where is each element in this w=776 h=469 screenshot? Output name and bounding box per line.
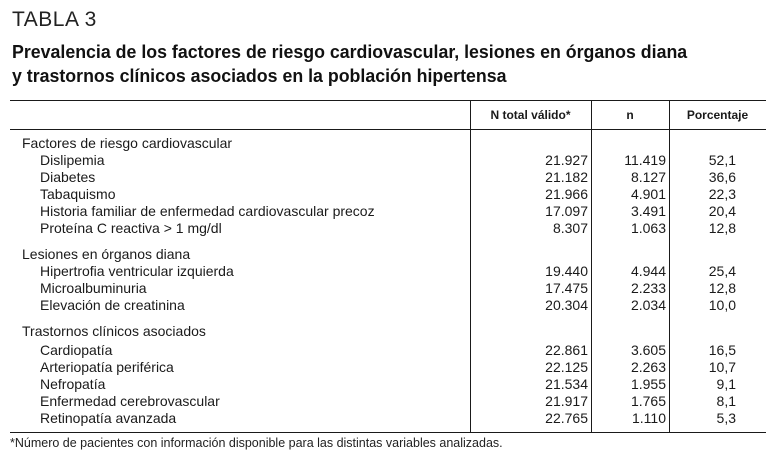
table-row [10, 410, 766, 427]
row-label: Proteína C reactiva > 1 mg/dl [40, 220, 222, 236]
row-label: Diabetes [40, 169, 96, 185]
table-row [10, 169, 766, 186]
cell-total: 22.125 [545, 359, 588, 375]
table-row [10, 152, 766, 169]
group-title-text: Factores de riesgo cardiovascular [22, 135, 233, 151]
row-label: Elevación de creatinina [40, 297, 185, 313]
cell-total: 19.440 [545, 263, 588, 279]
row-label: Historia familiar de enfermedad cardiovascular precoz [40, 203, 375, 219]
cell-n: 1.765 [630, 393, 666, 409]
cell-n: 1.110 [632, 410, 666, 426]
table-row [10, 263, 766, 280]
table-row [10, 220, 766, 237]
cell-percentage: 12,8 [708, 280, 736, 296]
cell-percentage: 25,4 [708, 263, 736, 279]
title-line-1: Prevalencia de los factores de riesgo cardiovascular, lesiones en órganos diana [12, 41, 688, 62]
header-rule [10, 129, 766, 130]
table-label: TABLA 3 [12, 8, 97, 31]
table-row [10, 280, 766, 297]
group-title-text: Trastornos clínicos asociados [22, 323, 206, 339]
row-label: Enfermedad cerebrovascular [40, 393, 220, 409]
cell-total: 17.475 [545, 280, 588, 296]
cell-n: 3.605 [630, 342, 666, 358]
cell-n: 4.944 [630, 263, 666, 279]
group-title [10, 135, 766, 152]
cell-n: 1.955 [630, 376, 666, 392]
cell-n: 8.127 [630, 169, 666, 185]
cell-total: 21.534 [545, 376, 588, 392]
cell-percentage: 16,5 [708, 342, 736, 358]
header-n: n [626, 108, 634, 122]
cell-n: 4.901 [630, 186, 666, 202]
table-row [10, 297, 766, 314]
cell-n: 11.419 [624, 152, 666, 168]
table-row [10, 393, 766, 410]
row-label: Cardiopatía [40, 342, 113, 358]
cell-percentage: 10,0 [708, 297, 736, 313]
row-label: Hipertrofia ventricular izquierda [40, 263, 234, 279]
cell-total: 21.917 [545, 393, 588, 409]
cell-total: 22.765 [545, 410, 588, 426]
cell-percentage: 52,1 [708, 152, 736, 168]
cell-total: 17.097 [545, 203, 588, 219]
cell-total: 21.966 [545, 186, 588, 202]
footnote: *Número de pacientes con información disponible para las distintas variables analizadas. [10, 436, 503, 450]
cell-percentage: 12,8 [708, 220, 736, 236]
cell-n: 2.034 [630, 297, 666, 313]
header-total: N total válido* [490, 108, 571, 122]
group-title [10, 246, 766, 263]
data-table [10, 100, 766, 433]
cell-n: 2.233 [630, 280, 666, 296]
row-label: Retinopatía avanzada [40, 410, 177, 426]
group-title [10, 323, 766, 340]
cell-total: 21.927 [545, 152, 588, 168]
table-title [12, 40, 732, 88]
cell-n: 1.063 [630, 220, 666, 236]
group-title-text: Lesiones en órganos diana [22, 246, 191, 262]
cell-total: 21.182 [545, 169, 588, 185]
table-row [10, 186, 766, 203]
row-label: Microalbuminuria [40, 280, 147, 296]
table-row [10, 359, 766, 376]
cell-percentage: 20,4 [708, 203, 736, 219]
row-label: Tabaquismo [40, 186, 116, 202]
cell-percentage: 36,6 [708, 169, 736, 185]
cell-total: 8.307 [552, 220, 588, 236]
cell-total: 20.304 [545, 297, 588, 313]
cell-n: 2.263 [630, 359, 666, 375]
cell-n: 3.491 [630, 203, 666, 219]
cell-percentage: 10,7 [708, 359, 736, 375]
table-row [10, 203, 766, 220]
title-line-2: y trastornos clínicos asociados en la población hipertensa [12, 65, 507, 86]
cell-percentage: 8,1 [716, 393, 736, 409]
table-row [10, 376, 766, 393]
row-label: Arteriopatía periférica [40, 359, 174, 375]
cell-percentage: 9,1 [716, 376, 736, 392]
cell-total: 22.861 [545, 342, 588, 358]
row-label: Nefropatía [40, 376, 106, 392]
cell-percentage: 22,3 [708, 186, 736, 202]
table-row [10, 342, 766, 359]
header-percentage: Porcentaje [686, 108, 749, 122]
cell-percentage: 5,3 [716, 410, 736, 426]
row-label: Dislipemia [40, 152, 105, 168]
